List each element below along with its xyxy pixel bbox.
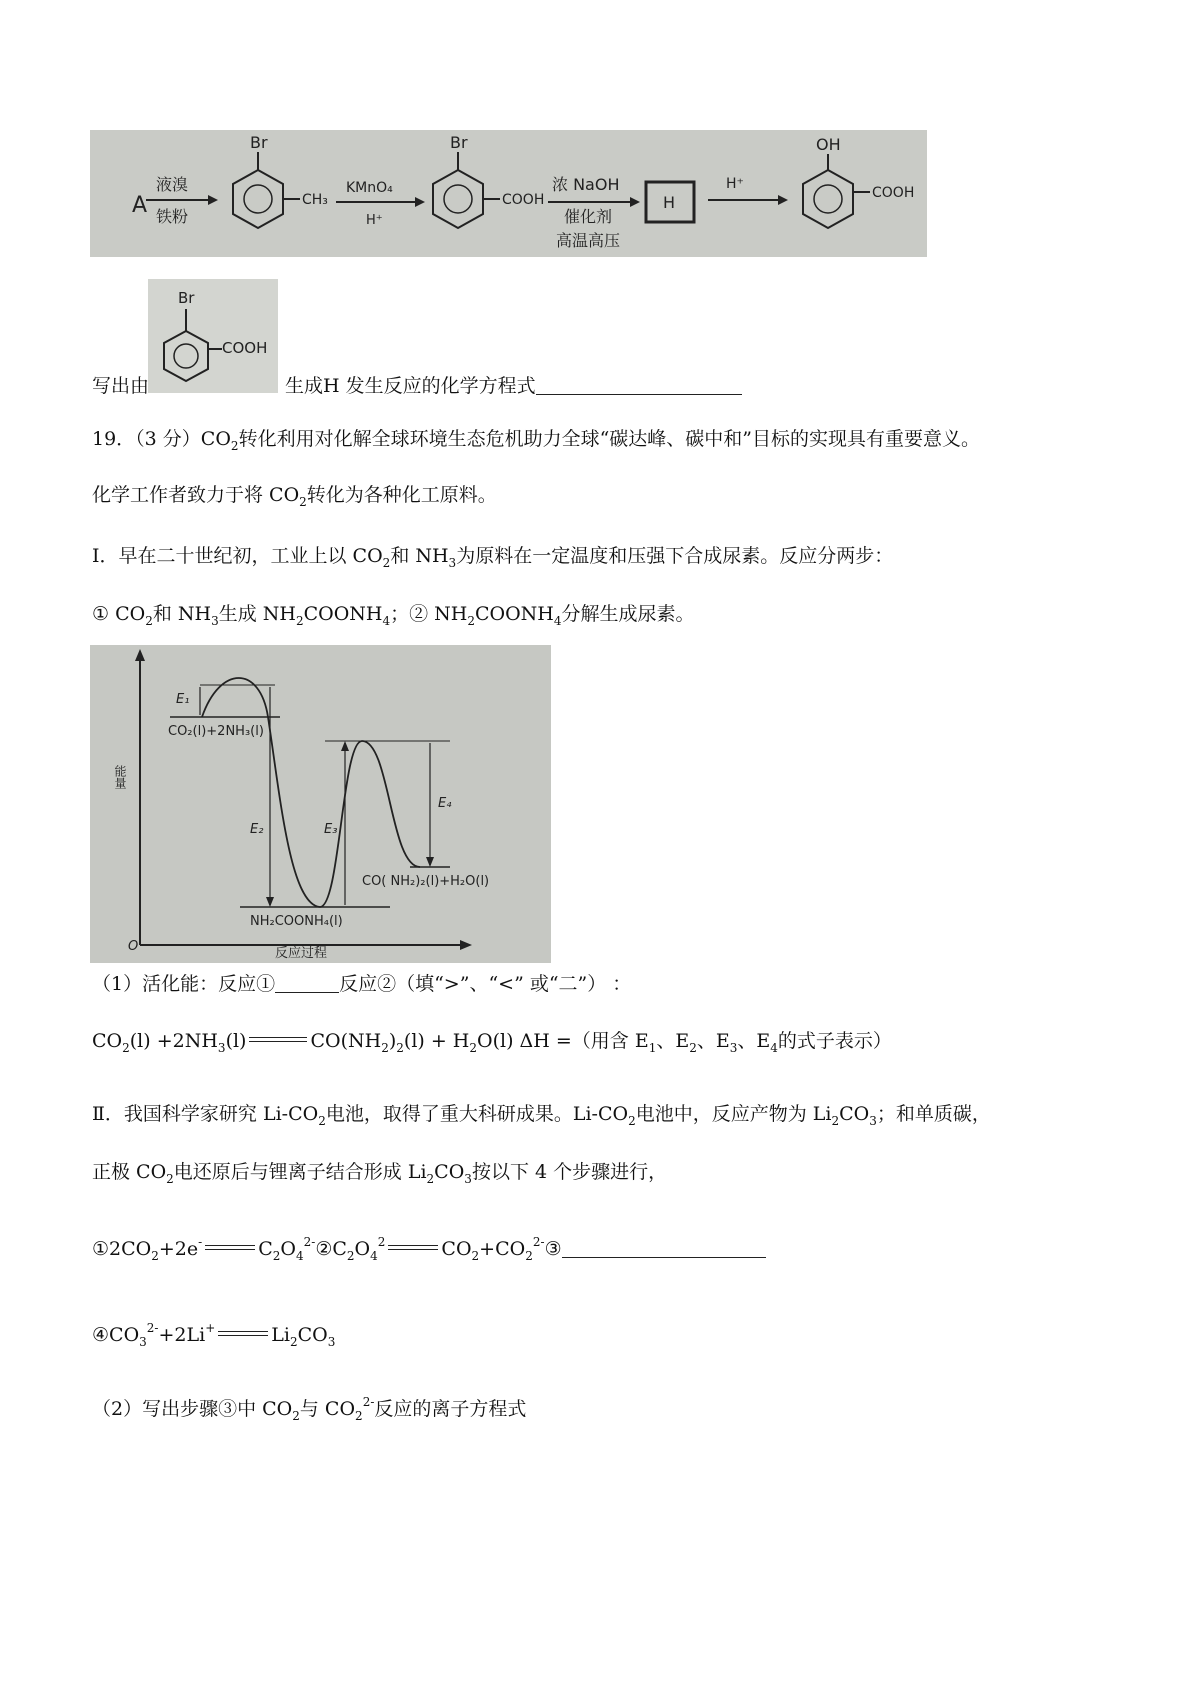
sub2-top: Br [450, 133, 468, 152]
reactant-a: A [132, 193, 148, 218]
energy-diagram-image [90, 645, 551, 963]
step3-bottom: 高温高压 [556, 231, 621, 250]
q19-line2: 化学工作者致力于将 $CO_2$转化为各种化工原料。 [92, 484, 497, 509]
q19-steps-line: ① $CO_2$和 $NH_3$生成 $NH_2COONH_4$；② $NH_2COONH_4$分解生成尿素。 [92, 603, 695, 628]
steps-line-1-3: $①2CO_2+2e^-$ $C_2O_4^{2-}②C_2O_4^2$ $CO_2+CO_2^{2-}③$ [92, 1236, 766, 1262]
q1-line: （1）活化能：反应① 反应②（填“>”、“<” 或“二”） ： [92, 973, 632, 995]
benzene-ring-1 [233, 170, 283, 228]
y-axis-label: 能量 [113, 765, 127, 789]
step1-top: 液溴 [156, 175, 189, 194]
reaction-scheme-svg [90, 130, 927, 257]
e1-label: E₁ [176, 692, 190, 707]
sub1-top: Br [250, 133, 268, 152]
part2-line1: Ⅱ．我国科学家研究 $Li-CO_2$电池，取得了重大科研成果。$Li-CO_2$电池中，反应产物为 $Li_2CO_3$；和单质碳， [92, 1103, 991, 1128]
small-structure-svg [148, 279, 278, 393]
q18-line [92, 377, 742, 396]
end-label: CO( NH₂)₂(l)+H₂O(l) [362, 874, 490, 889]
step3-top: 浓 NaOH [552, 175, 620, 194]
q18-answer-blank [536, 378, 742, 395]
q18-prefix: 写出由 [92, 375, 150, 397]
box-label: H [663, 193, 676, 212]
equals-sign [218, 1331, 268, 1336]
energy-curve [202, 678, 420, 907]
step4-line: $④CO_3^{2-}+2Li^+$ $Li_2CO_3$ [92, 1321, 336, 1349]
equals-sign [388, 1245, 438, 1250]
part2-line2: 正极 $CO_2$电还原后与锂离子结合形成 $Li_2CO_3$按以下 4 个步骤进行， [92, 1161, 668, 1186]
e4-label: E₄ [438, 796, 452, 811]
origin-label: O [128, 939, 139, 954]
product-top: OH [816, 135, 841, 154]
q1-answer-blank [275, 976, 339, 993]
step2-bottom: H⁺ [366, 213, 383, 228]
x-axis-label: 反应过程 [275, 946, 328, 961]
e2-label: E₂ [250, 822, 264, 837]
small-top: Br [178, 289, 195, 307]
mid-label: NH₂COONH₄(l) [250, 914, 343, 929]
benzene-ring-small [164, 331, 208, 381]
equals-sign [205, 1245, 255, 1250]
step2-top: KMnO₄ [346, 180, 393, 196]
step3-answer-blank [562, 1241, 766, 1258]
small-side: COOH [222, 339, 268, 357]
start-label: CO₂(l)+2NH₃(l) [168, 724, 264, 739]
benzene-ring-2 [433, 170, 483, 228]
sub1-side: CH₃ [302, 192, 328, 208]
e3-label: E₃ [324, 822, 338, 837]
product-side: COOH [872, 185, 915, 201]
q18-suffix: 生成H 发生反应的化学方程式 [285, 375, 536, 397]
energy-diagram-svg [90, 645, 551, 963]
sub2-side: COOH [502, 192, 545, 208]
equals-sign [249, 1037, 307, 1042]
step1-bottom: 铁粉 [156, 207, 189, 226]
q19-line1: 19．（3 分）$CO_2$转化利用对化解全球环境生态危机助力全球“碳达峰、碳中和”目标的实现具有重要意义。 [92, 428, 980, 453]
q1-equation: $CO_2(l) +2NH_3(l) CO(NH_2)_2(l) + H_2O(l)$ ΔH =（用含 $E_1$、$E_2$、$E_3$、$E_4$的式子表示） [92, 1030, 892, 1055]
reaction-scheme-image [90, 130, 927, 257]
step3-mid: 催化剂 [564, 207, 613, 226]
step4-top: H⁺ [726, 176, 744, 192]
q19-part1-intro: Ⅰ．早在二十世纪初，工业上以 $CO_2$和 $NH_3$为原料在一定温度和压强下合成尿素。反应分两步： [92, 545, 894, 570]
q2-line: （2）写出步骤③中 $CO_2$与 $CO_2^{2-}$反应的离子方程式 [92, 1395, 527, 1423]
benzene-ring-3 [803, 170, 853, 228]
small-structure-image [148, 279, 278, 393]
